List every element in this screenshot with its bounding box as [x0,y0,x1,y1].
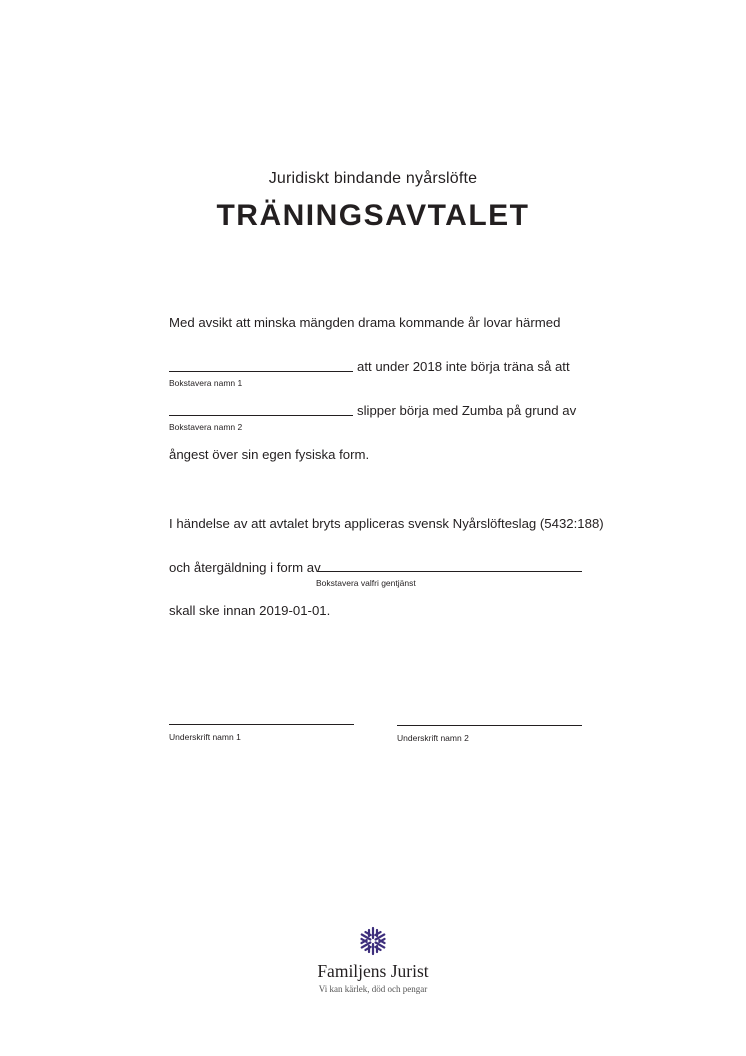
compensation-caption: Bokstavera valfri gentjänst [316,578,416,588]
intro-text: Med avsikt att minska mängden drama kommande år lovar härmed [169,315,561,330]
compensation-line[interactable] [317,571,582,572]
name-1-caption: Bokstavera namn 1 [169,378,243,388]
signature-1-line[interactable] [169,724,354,725]
document-title: TRÄNINGSAVTALET [216,199,530,232]
document-subtitle: Juridiskt bindande nyårslöfte [268,170,478,187]
line-1-text: att under 2018 inte börja träna så att [357,359,570,374]
line-3-text: ångest över sin egen fysiska form. [169,447,370,462]
name-2-caption: Bokstavera namn 2 [169,422,243,432]
logo-tagline: Vi kan kärlek, död och pengar [318,984,428,994]
logo-name: Familjens Jurist [317,961,429,981]
deadline-text: skall ske innan 2019-01-01. [169,603,331,618]
compensation-text: och återgäldning i form av [169,560,321,575]
name-1-line[interactable] [169,371,353,372]
signature-1-caption: Underskrift namn 1 [169,732,241,742]
snowflake-icon [358,926,388,956]
signature-2-line[interactable] [397,725,582,726]
name-2-line[interactable] [169,415,353,416]
signature-2-caption: Underskrift namn 2 [397,733,469,743]
line-2-text: slipper börja med Zumba på grund av [357,403,577,418]
breach-text: I händelse av att avtalet bryts appliceras svensk Nyårslöfteslag (5432:188) [169,516,604,531]
